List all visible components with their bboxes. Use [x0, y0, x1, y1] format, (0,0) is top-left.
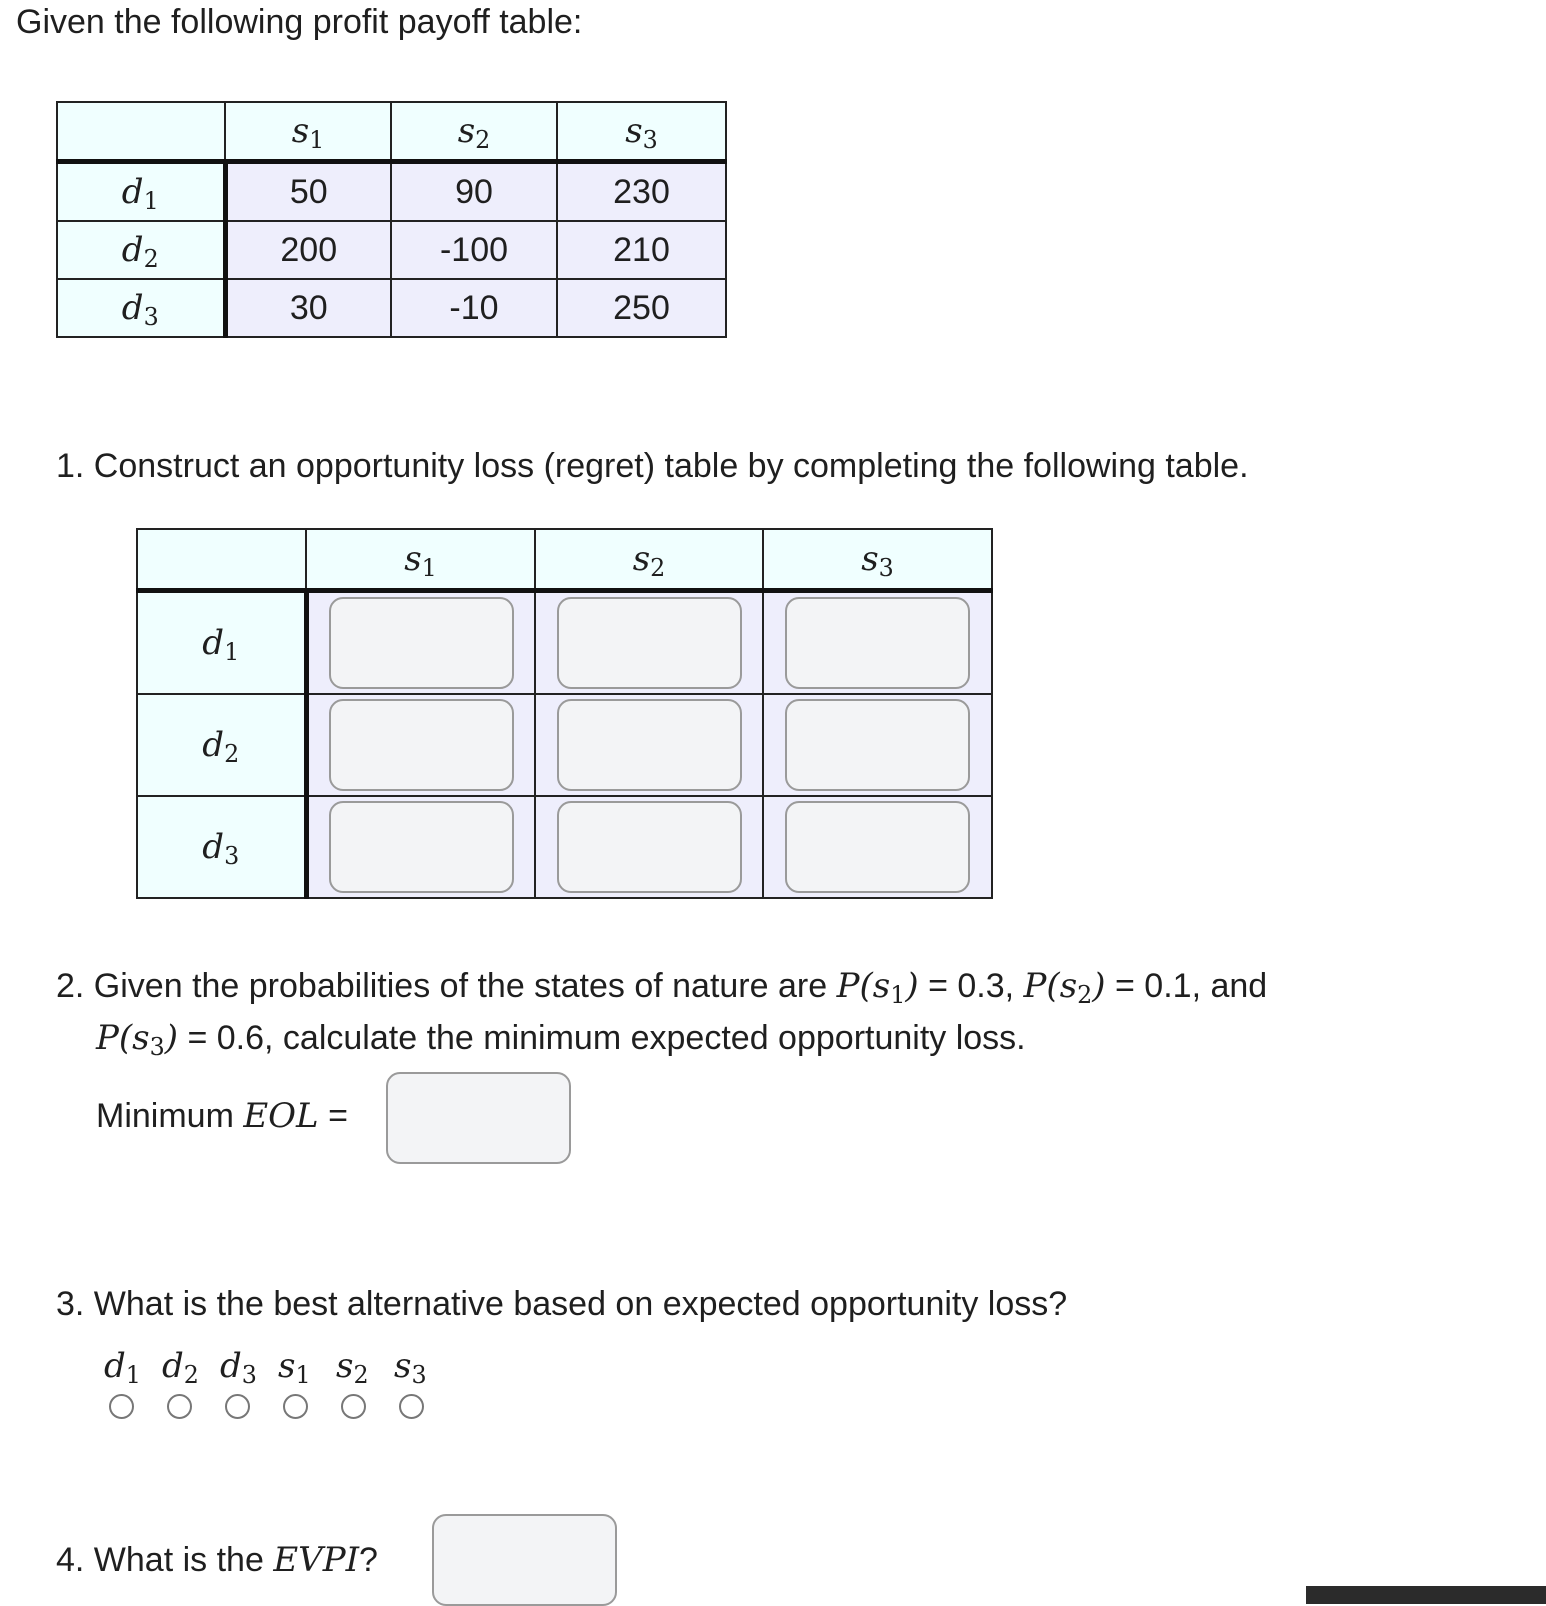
radio-s1[interactable]	[283, 1394, 308, 1419]
payoff-header-s2: $s_2$	[391, 102, 557, 162]
regret-input-d3-s3[interactable]	[785, 801, 970, 893]
regret-input-d2-s1[interactable]	[329, 699, 514, 791]
payoff-table	[56, 101, 727, 338]
regret-row-label: $d_2$	[137, 694, 306, 796]
min-eol-label: Minimum EOL =	[96, 1096, 348, 1136]
regret-input-d2-s2[interactable]	[557, 699, 742, 791]
question-2-line-2: $P(s_3) = 0.6$, calculate the minimum expected opportunity loss.	[96, 1018, 1026, 1061]
regret-input-d1-s1[interactable]	[329, 597, 514, 689]
payoff-cell: -10	[391, 279, 557, 337]
regret-header-s3: $s_3$	[763, 529, 992, 591]
regret-input-d3-s1[interactable]	[329, 801, 514, 893]
regret-row-d1	[137, 591, 992, 695]
payoff-cell: 230	[557, 162, 726, 222]
radio-d2[interactable]	[167, 1394, 192, 1419]
payoff-corner-cell	[57, 102, 225, 162]
radio-s2[interactable]	[341, 1394, 366, 1419]
regret-table	[136, 528, 993, 899]
regret-row-label: $d_1$	[137, 591, 306, 695]
regret-header-s2: $s_2$	[535, 529, 763, 591]
radio-d3[interactable]	[225, 1394, 250, 1419]
payoff-cell: -100	[391, 221, 557, 279]
footer-bar	[1306, 1586, 1546, 1604]
radio-d1[interactable]	[109, 1394, 134, 1419]
option-label-s2: $s_2$	[336, 1346, 369, 1389]
min-eol-input[interactable]	[386, 1072, 571, 1164]
evpi-input[interactable]	[432, 1514, 617, 1606]
option-label-s1: $s_1$	[278, 1346, 311, 1389]
option-label-d2: $d_2$	[162, 1346, 199, 1389]
payoff-row-d3	[57, 279, 726, 337]
payoff-header-s1: $s_1$	[225, 102, 391, 162]
regret-row-label: $d_3$	[137, 796, 306, 898]
payoff-row-label: $d_1$	[57, 162, 225, 222]
payoff-cell: 90	[391, 162, 557, 222]
question-2-line-1: 2. Given the probabilities of the states of nature are $P(s_1) = 0.3$, $P(s_2) = 0.1$, and	[56, 966, 1268, 1009]
payoff-cell: 30	[225, 279, 391, 337]
payoff-cell: 250	[557, 279, 726, 337]
regret-row-d2	[137, 694, 992, 796]
payoff-row-d1	[57, 162, 726, 222]
payoff-row-label: $d_2$	[57, 221, 225, 279]
payoff-row-label: $d_3$	[57, 279, 225, 337]
regret-header-s1: $s_1$	[306, 529, 535, 591]
payoff-cell: 200	[225, 221, 391, 279]
question-4: 4. What is the EVPI?	[56, 1540, 378, 1580]
regret-input-d1-s2[interactable]	[557, 597, 742, 689]
payoff-cell: 210	[557, 221, 726, 279]
option-label-d3: $d_3$	[220, 1346, 257, 1389]
payoff-row-d2	[57, 221, 726, 279]
regret-row-d3	[137, 796, 992, 898]
question-3: 3. What is the best alternative based on expected opportunity loss?	[56, 1285, 1068, 1323]
intro-text: Given the following profit payoff table:	[16, 3, 583, 41]
payoff-header-s3: $s_3$	[557, 102, 726, 162]
best-alternative-options	[104, 1346, 452, 1419]
regret-input-d1-s3[interactable]	[785, 597, 970, 689]
regret-corner-cell	[137, 529, 306, 591]
regret-input-d2-s3[interactable]	[785, 699, 970, 791]
payoff-cell: 50	[225, 162, 391, 222]
question-1: 1. Construct an opportunity loss (regret) table by completing the following table.	[56, 447, 1249, 485]
option-label-s3: $s_3$	[394, 1346, 427, 1389]
regret-input-d3-s2[interactable]	[557, 801, 742, 893]
radio-s3[interactable]	[399, 1394, 424, 1419]
option-label-d1: $d_1$	[104, 1346, 141, 1389]
